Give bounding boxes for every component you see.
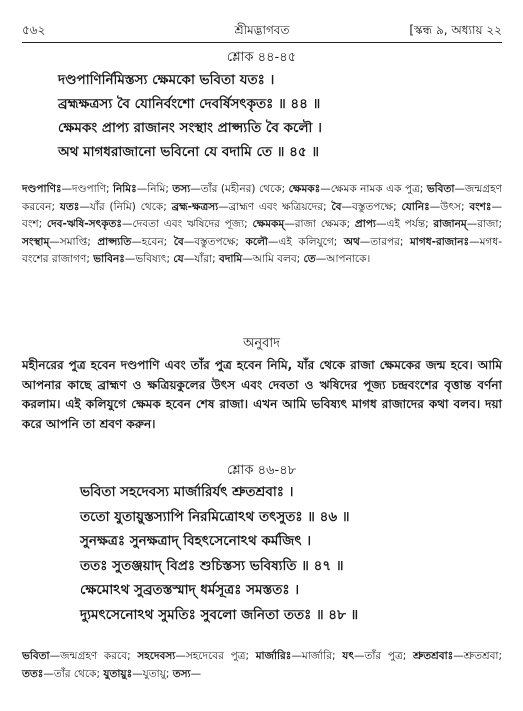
- gloss-meaning: —দেবতা এবং ঋষিদের পূজ্য;: [122, 218, 253, 230]
- gloss-term: অথ: [343, 235, 360, 248]
- gloss-term: ততঃ: [22, 667, 44, 680]
- gloss-term: যৎ: [342, 650, 354, 662]
- gloss-meaning: —রাজা;: [466, 218, 502, 230]
- gloss-term: বংশঃ: [469, 200, 492, 213]
- gloss-term: মাগধ-রাজানঃ: [409, 235, 470, 248]
- verse-line: ভবিতা সহদেবস্য মার্জারির্যৎ শ্রুতশ্রবাঃ ।: [80, 484, 294, 500]
- gloss-meaning: —বংশ;: [22, 200, 502, 230]
- verse-line: ব্রহ্মক্ষত্রস্য বৈ যোনির্বংশো দেবর্ষিসৎকৃতঃ ॥ ৪৪ ॥: [58, 96, 321, 112]
- sloka-heading-44-45: শ্লোক ৪৪-৪৫: [226, 50, 297, 65]
- translation-heading: অনুবাদ: [243, 336, 280, 351]
- chapter-location: [স্কন্ধ ৯, অধ্যায় ২২: [409, 23, 502, 37]
- gloss-meaning: —শ্রুতশ্রবা;: [453, 650, 503, 662]
- verse-line: ততঃ সুতঞ্জয়াদ্ বিপ্রঃ শুচিস্তস্য ভবিষ্যতি ॥ ৪৭ ॥: [80, 557, 344, 574]
- gloss-meaning: —বস্তুতপক্ষে;: [341, 200, 402, 213]
- page-number: ৫৬২: [22, 23, 46, 37]
- gloss-meaning: —এই কলিযুগে;: [267, 235, 344, 248]
- sloka-verse-44-45: [58, 68, 498, 164]
- gloss-term: তস্য: [172, 667, 191, 680]
- gloss-meaning: —তাঁর (মহীনর) থেকে;: [190, 183, 289, 195]
- gloss-term: শ্রুতশ্রবাঃ: [412, 650, 454, 662]
- gloss-meaning: —আপনাকে।: [315, 253, 371, 265]
- gloss-term: বৈ: [331, 200, 342, 213]
- gloss-term: সহদেবস্য: [137, 650, 176, 662]
- gloss-term: যতঃ: [59, 200, 80, 213]
- gloss-meaning: —উৎস;: [429, 200, 470, 213]
- gloss-meaning: —তারপর;: [359, 235, 410, 248]
- gloss-term: দণ্ডপাণিঃ: [22, 183, 62, 195]
- gloss-meaning: —রাজা ক্ষেমক;: [284, 218, 355, 230]
- gloss-meaning: —তাঁর পুত্র;: [353, 650, 413, 662]
- gloss-meaning: —মার্জারি;: [291, 650, 343, 662]
- gloss-term: ভবিতা: [426, 183, 455, 195]
- verse-line: দ্যুমৎসেনোঽথ সুমতিঃ সুবলো জনিতা ততঃ ॥ ৪৮ ॥: [80, 606, 359, 623]
- gloss-term: ব্রহ্ম-ক্ষত্রস্য: [171, 200, 219, 213]
- gloss-meaning: —সমাপ্তি;: [49, 235, 98, 248]
- gloss-meaning: —বস্তুতপক্ষে;: [183, 235, 246, 248]
- gloss-meaning: —যাঁর (নিমি) থেকে;: [79, 200, 172, 213]
- gloss-meaning: —ভবিষ্যৎ;: [124, 253, 174, 265]
- gloss-meaning: —ব্রাহ্মণ এবং ক্ষত্রিয়দের;: [218, 200, 332, 213]
- gloss-meaning: —জন্মগ্রহণ করবে;: [49, 650, 138, 662]
- gloss-term: রাজানম্: [433, 218, 467, 230]
- sloka-heading-46-48: শ্লোক ৪৬-৪৮: [226, 463, 297, 478]
- gloss-meaning: —আমি বলব;: [242, 253, 304, 265]
- gloss-term: কলৌ: [245, 235, 268, 248]
- sloka-verse-46-48: [80, 480, 500, 627]
- gloss-meaning: —সহদেবের পুত্র;: [175, 650, 256, 662]
- gloss-meaning: —ক্ষেমক নামক এক পুত্র;: [320, 183, 427, 195]
- gloss-term: ক্ষেমকঃ: [288, 183, 321, 195]
- verse-line: দণ্ডপাণির্নিমিস্তস্য ক্ষেমকো ভবিতা যতঃ ।: [58, 72, 275, 88]
- gloss-term: তে: [303, 253, 316, 265]
- page-header: [22, 20, 502, 40]
- gloss-meaning: —নিমি;: [136, 183, 173, 195]
- word-meanings-46-48: [22, 648, 502, 683]
- gloss-term: ক্ষেমকম্: [252, 218, 285, 230]
- verse-line: ক্ষেমকং প্রাপ্য রাজানং সংস্থাং প্রাপ্স্যতি বৈ কলৌ ।: [58, 120, 322, 136]
- verse-line: ততো যুতায়ুস্তস্যাপি নিরমিত্রোঽথ তৎসুতঃ ॥ ৪৬ ॥: [80, 508, 350, 525]
- gloss-term: যে: [173, 253, 184, 265]
- word-meanings-44-45: [22, 181, 502, 269]
- translation-text: মহীনরের পুত্র হবেন দণ্ডপাণি এবং তাঁর পুত্র হবেন নিমি, যাঁর থেকে রাজা ক্ষেমকের জন্ম হবে। আমি আপনার কাছে ব্রাহ্মণ ও ক্ষত্রিয়কুলের উৎস এবং দেবতা ও ঋষিদের পূজ্য চন্দ্রবংশের বৃত্তান্ত বর্ণনা করলাম। এই কলিযুগে ক্ষেমক হবেন শেষ রাজা। এখন আমি ভবিষ্যৎ মাগধ রাজাদের কথা বলব। দয়া করে আপনি তা শ্রবণ করুন।: [22, 358, 502, 431]
- gloss-term: বদামি: [218, 253, 243, 265]
- header-rule: [22, 42, 502, 43]
- gloss-meaning: —এই পর্যন্ত;: [375, 218, 434, 230]
- gloss-term: যোনিঃ: [401, 200, 430, 213]
- gloss-term: মার্জারিঃ: [255, 650, 292, 662]
- gloss-term: তস্য: [172, 183, 191, 195]
- gloss-meaning: —তাঁর থেকে;: [43, 667, 104, 680]
- gloss-meaning: —যুতায়ু;: [132, 667, 173, 680]
- verse-line: সুনক্ষত্রঃ সুনক্ষত্রাদ্ বিহৎসেনোঽথ কর্মজিৎ ।: [80, 533, 312, 549]
- gloss-term: নিমিঃ: [113, 183, 137, 195]
- gloss-term: প্রাপ্স্যতি: [97, 235, 132, 248]
- gloss-term: দেব-ঋষি-সৎকৃতঃ: [46, 218, 123, 230]
- gloss-meaning: —দণ্ডপাণি;: [61, 183, 114, 195]
- gloss-term: ভবিতা: [22, 650, 50, 662]
- gloss-meaning: —জন্মগ্রহণ করবেন;: [22, 183, 502, 213]
- gloss-term: প্রাপ্য: [354, 218, 376, 230]
- verse-line: অথ মাগধরাজানো ভবিনো যে বদামি তে ॥ ৪৫ ॥: [58, 144, 319, 160]
- gloss-meaning: —মগধ-বংশের রাজাগণ;: [22, 235, 502, 265]
- gloss-meaning: —যাঁরা;: [183, 253, 219, 265]
- verse-line: ক্ষেমোঽথ সুব্রতস্তস্মাদ্ ধর্মসূত্রঃ সমস্ততঃ ।: [80, 582, 300, 598]
- gloss-term: ভাবিনঃ: [93, 253, 125, 265]
- gloss-term: যুতায়ুঃ: [103, 667, 133, 680]
- gloss-meaning: —হবেন;: [131, 235, 174, 248]
- gloss-meaning: —: [190, 667, 202, 680]
- gloss-term: সংস্থাম্: [22, 235, 50, 248]
- gloss-term: বৈ: [173, 235, 184, 248]
- book-title: শ্রীমদ্ভাগবত: [234, 23, 290, 37]
